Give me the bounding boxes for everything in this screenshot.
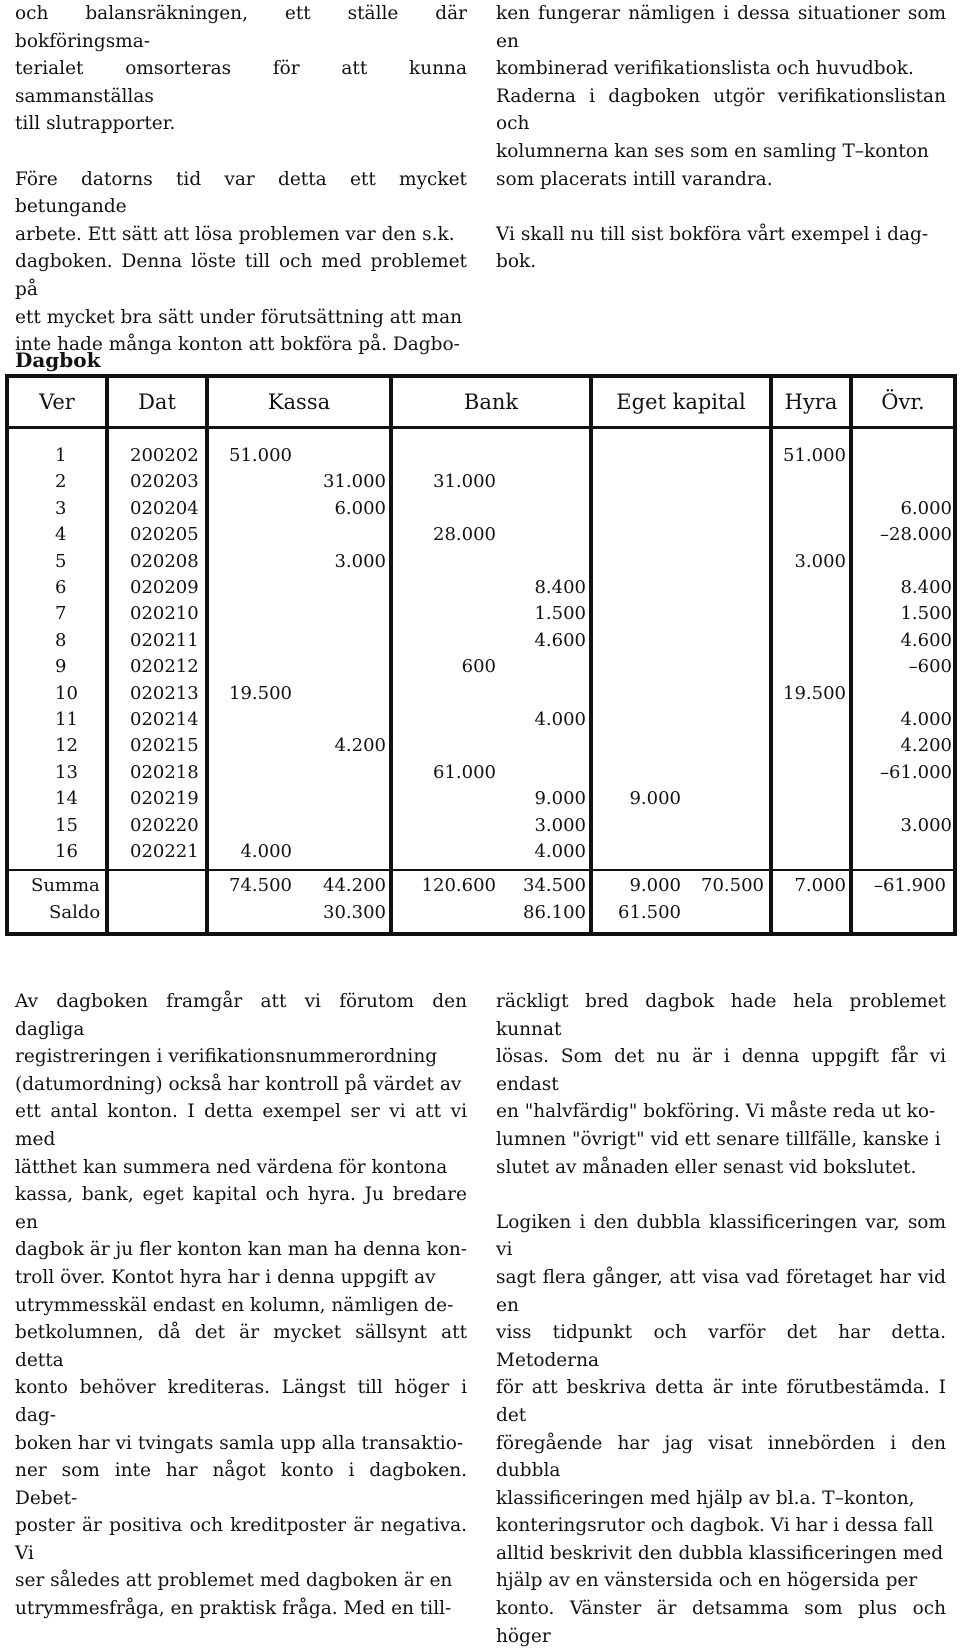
table-row [9,839,953,865]
cell-ver: 2 [55,471,67,493]
cell-dat: 020221 [130,841,199,862]
text-column-bottom-right [496,988,946,1650]
table-row [9,496,953,522]
cell-amount: 600 [461,656,496,678]
cell-dat: 020213 [130,682,199,704]
paragraph: Vi skall nu till sist bokföra vårt exempel i dag- bok. [496,223,929,273]
cell-ver: 8 [55,629,67,651]
cell-ver: 10 [55,682,78,704]
saldo-label: Saldo [49,901,101,923]
cell-dat: 020218 [130,761,199,783]
summa-value: 70.500 [701,875,764,897]
cell-ver: 15 [55,814,78,836]
text-column-top-left [15,0,467,359]
cell-amount: 4.000 [534,841,586,862]
summa-value: 44.200 [323,875,386,897]
cell-amount: –600 [908,656,952,678]
cell-ver: 7 [55,603,67,625]
cell-dat: 020203 [130,471,199,493]
cell-dat: 020204 [130,497,199,519]
cell-amount: 51.000 [229,445,292,466]
cell-amount: 4.000 [900,709,952,730]
cell-dat: 020209 [130,577,199,598]
header-dat: Dat [138,390,176,414]
table-row [9,575,953,601]
table-title: Dagbok [15,348,101,372]
text-column-bottom-left [15,988,467,1623]
cell-ver: 6 [55,577,67,598]
summa-value: 9.000 [629,875,681,897]
paragraph: och balansräkningen, ett ställe där bokföringsma- terialet omsorteras för att kunna sammanställas till slutrapporter. [15,3,467,135]
table-row [9,654,953,680]
cell-dat: 020210 [130,603,199,625]
summa-value: 74.500 [229,875,292,897]
summa-value: –61.900 [874,875,946,897]
cell-ver: 5 [55,550,67,572]
cell-amount: 31.000 [323,471,386,493]
cell-ver: 11 [55,709,78,730]
table-row [9,681,953,707]
cell-dat: 020220 [130,814,199,836]
paragraph: räckligt bred dagbok hade hela problemet kunnat lösas. Som det nu är i denna uppgift får vi endast en "halvfärdig" bokföring. Vi måste reda ut ko- lumnen "övrigt" vid ett senare tillfälle, kanske i slutet av månaden eller senast vid bokslutet. [496,991,946,1178]
cell-dat: 020219 [130,788,199,810]
cell-amount: 9.000 [534,788,586,810]
text-column-top-right [496,0,946,276]
paragraph: Logiken i den dubbla klassificeringen var, som vi sagt flera gånger, att visa vad företaget har vid en viss tidpunkt och varför det har detta. Metoderna för att beskriva detta är inte förutbestämda. I det föregående har jag visat innebörden i den dubbla klassificeringen med hjälp av bl.a. T–konton, konteringsrutor och dagbok. Vi har i dessa fall alltid beskrivit den dubbla klassificeringen med hjälp av en vänstersida och en högersida per konto. Vänster är detsamma som plus och höger [496,1211,946,1647]
table-row [9,760,953,786]
cell-amount: 4.000 [240,841,292,862]
cell-dat: 020205 [130,524,199,546]
cell-ver: 9 [55,656,67,678]
cell-dat: 020208 [130,550,199,572]
cell-amount: –28.000 [880,524,952,546]
cell-ver: 1 [55,445,67,466]
table-row [9,707,953,733]
cell-amount: 4.000 [534,709,586,730]
cell-amount: 3.000 [794,550,846,572]
cell-amount: 6.000 [900,497,952,519]
header-bank: Bank [463,390,519,414]
table-row [9,549,953,575]
header-eget-kapital: Eget kapital [616,390,746,414]
header-hyra: Hyra [784,390,838,414]
cell-amount: 1.500 [534,603,586,625]
cell-ver: 16 [55,841,78,862]
table-header-row [9,378,953,429]
cell-amount: 4.600 [534,629,586,651]
summa-row [9,873,953,899]
summa-value: 120.600 [421,875,496,897]
saldo-value: 61.500 [618,901,681,923]
cell-amount: 3.000 [334,550,386,572]
cell-ver: 14 [55,788,78,810]
cell-amount: 61.000 [433,761,496,783]
cell-amount: 4.600 [900,629,952,651]
cell-amount: 31.000 [433,471,496,493]
header-ovr: Övr. [881,390,925,414]
cell-amount: 4.200 [900,735,952,757]
table-row [9,601,953,627]
cell-amount: 19.500 [229,682,292,704]
saldo-row [9,900,953,926]
cell-dat: 020211 [130,629,199,651]
cell-amount: 1.500 [900,603,952,625]
cell-amount: 3.000 [534,814,586,836]
cell-dat: 020215 [130,735,199,757]
summa-label: Summa [31,875,100,897]
paragraph: ken fungerar nämligen i dessa situationer som en kombinerad verifikationslista och huvudbok. Raderna i dagboken utgör verifikationslistan och kolumnerna kan ses som en samling T–konton som placerats intill varandra. [496,3,946,190]
table-row [9,628,953,654]
cell-amount: 6.000 [334,497,386,519]
table-row [9,522,953,548]
cell-ver: 12 [55,735,78,757]
table-row [9,733,953,759]
cell-amount: 28.000 [433,524,496,546]
paragraph: Av dagboken framgår att vi förutom den dagliga registreringen i verifikationsnummerordning (datumordning) också har kontroll på värdet av ett antal konton. I detta exempel ser vi att vi med lätthet kan summera ned värdena för kontona kassa, bank, eget kapital och hyra. Ju bredare en dagbok är ju fler konton kan man ha denna kon- troll över. Kontot hyra har i denna uppgift av utrymmesskäl endast en kolumn, nämligen de- betkolumnen, då det är mycket sällsynt att detta konto behöver krediteras. Längst till höger i dag- boken har vi tvingats samla upp alla transaktio- ner som inte har något konto i dagboken. Debet- poster är positiva och kreditposter är negativa. Vi ser således att problemet med dagboken är en utrymmesfråga, en praktisk fråga. Med en till- [15,991,467,1620]
cell-amount: 19.500 [783,682,846,704]
saldo-value: 86.100 [523,901,586,923]
summa-value: 34.500 [523,875,586,897]
cell-amount: –61.000 [880,761,952,783]
table-row [9,813,953,839]
cell-ver: 3 [55,497,67,519]
cell-amount: 8.400 [900,577,952,598]
table-row [9,443,953,469]
cell-amount: 51.000 [783,445,846,466]
cell-amount: 3.000 [900,814,952,836]
cell-amount: 4.200 [334,735,386,757]
header-ver: Ver [39,390,75,414]
table-row [9,469,953,495]
cell-dat: 020212 [130,656,199,678]
journal-table [5,374,957,936]
paragraph: Före datorns tid var detta ett mycket betungande arbete. Ett sätt att lösa problemen var den s.k. dagboken. Denna löste till och med problemet på ett mycket bra sätt under förutsättning att man inte hade många konton att bokföra på. Dagbo- [15,168,467,356]
cell-ver: 13 [55,761,78,783]
summa-value: 7.000 [794,875,846,897]
cell-amount: 9.000 [629,788,681,810]
cell-dat: 020214 [130,709,199,730]
sum-divider [9,869,953,871]
cell-ver: 4 [55,524,67,546]
table-row [9,786,953,812]
cell-amount: 8.400 [534,577,586,598]
cell-dat: 200202 [130,445,199,466]
saldo-value: 30.300 [323,901,386,923]
header-kassa: Kassa [267,390,331,414]
